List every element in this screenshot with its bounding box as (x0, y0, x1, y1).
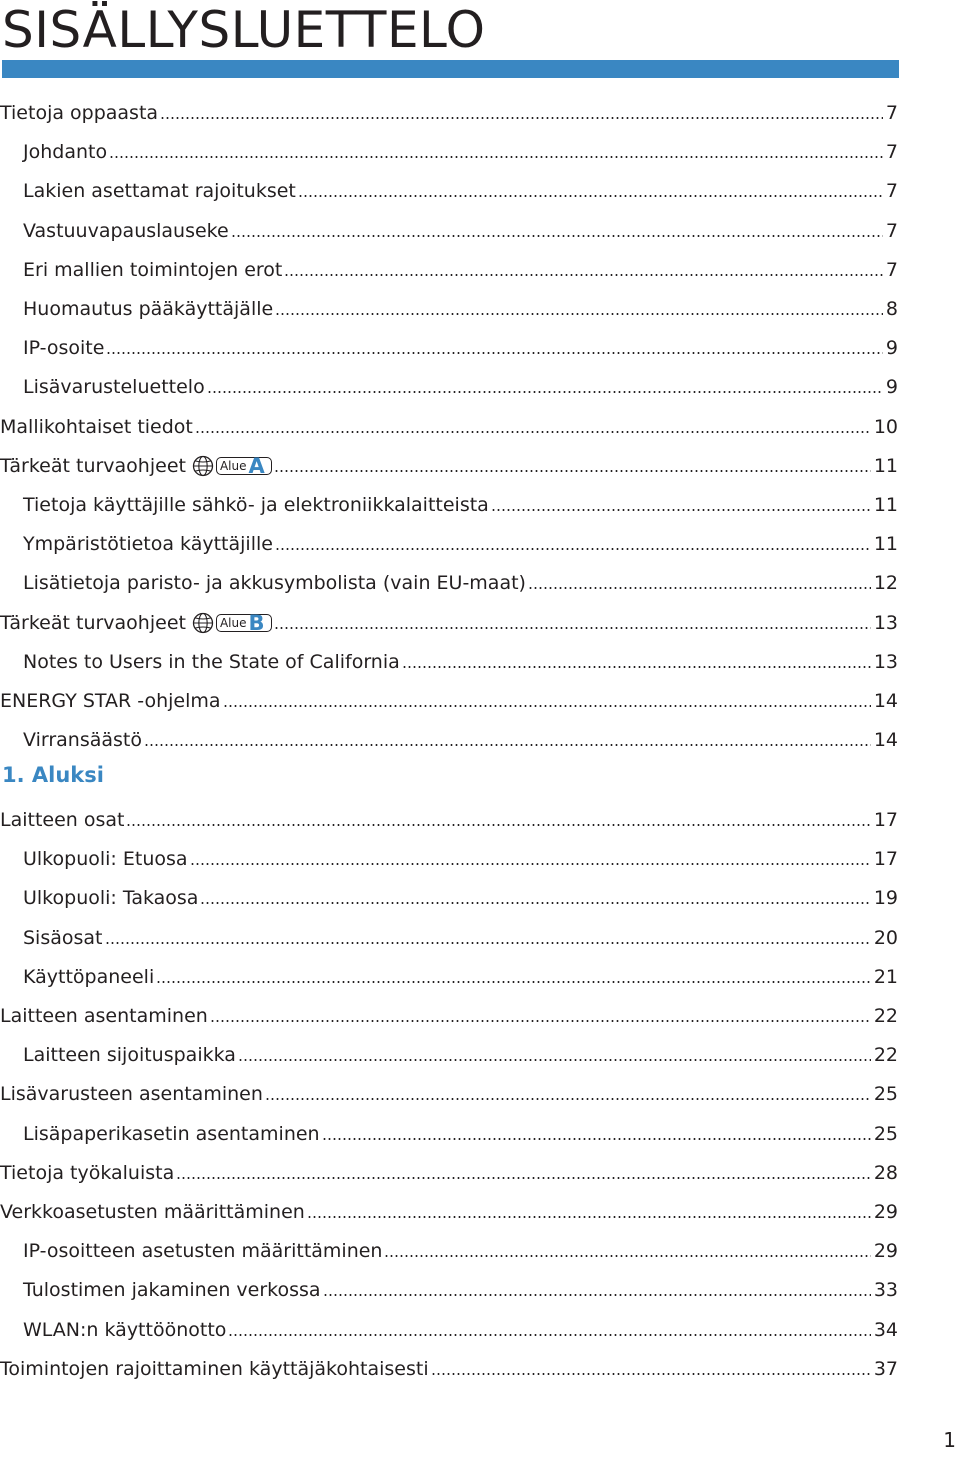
chapter-heading[interactable]: 1. Aluksi (2, 763, 104, 787)
toc-page-number: 29 (873, 1239, 898, 1262)
toc-page-number: 12 (873, 571, 898, 594)
toc-entry[interactable] (23, 1310, 898, 1349)
toc-entry-title: Tärkeät turvaohjeet (0, 611, 186, 634)
dot-leader (223, 705, 871, 707)
dot-leader (210, 1020, 871, 1022)
toc-entry[interactable] (23, 367, 898, 406)
toc-entry-title: Sisäosat (23, 926, 103, 949)
dot-leader (322, 1138, 871, 1140)
toc-entry-title: Laitteen asentaminen (0, 1004, 208, 1027)
dot-leader (323, 1294, 871, 1296)
toc-entry-title: Tärkeät turvaohjeet (0, 454, 186, 477)
dot-leader (144, 744, 871, 746)
title-underline-bar (2, 60, 899, 78)
toc-page-number: 34 (873, 1318, 898, 1341)
dot-leader (195, 431, 871, 433)
toc-entry-title: Tulostimen jakaminen verkossa (23, 1278, 321, 1301)
toc-page-number: 28 (873, 1161, 898, 1184)
toc-entry[interactable] (0, 603, 898, 642)
page-title: SISÄLLYSLUETTELO (2, 1, 486, 59)
dot-leader (200, 902, 870, 904)
toc-entry-title: Mallikohtaiset tiedot (0, 415, 193, 438)
toc-entry-title: Laitteen sijoituspaikka (23, 1043, 236, 1066)
dot-leader (265, 1098, 871, 1100)
dot-leader (106, 352, 882, 354)
toc-page-number: 22 (873, 1004, 898, 1027)
toc-entry-title: Lisävarusteen asentaminen (0, 1082, 263, 1105)
dot-leader (284, 274, 883, 276)
page-number: 1 (943, 1428, 956, 1452)
toc-entry-title: IP-osoitteen asetusten määrittäminen (23, 1239, 383, 1262)
dot-leader (160, 117, 883, 119)
toc-entry[interactable] (23, 878, 898, 917)
toc-entry[interactable] (0, 407, 898, 446)
toc-page-number: 33 (873, 1278, 898, 1301)
toc-page-number: 20 (873, 926, 898, 949)
toc-page-number: 29 (873, 1200, 898, 1223)
toc-entry-title: Lakien asettamat rajoitukset (23, 179, 296, 202)
toc-entry-title: Virransäästö (23, 728, 142, 751)
toc-entry-title: Ulkopuoli: Takaosa (23, 886, 199, 909)
toc-entry[interactable] (23, 1270, 898, 1309)
region-badge (192, 612, 272, 634)
dot-leader (176, 1177, 871, 1179)
toc-entry-title: Huomautus pääkäyttäjälle (23, 297, 274, 320)
toc-entry-title: Notes to Users in the State of California (23, 650, 400, 673)
dot-leader (190, 863, 871, 865)
region-badge (192, 455, 272, 477)
toc-entry-title: Johdanto (23, 140, 108, 163)
dot-leader (298, 195, 883, 197)
dot-leader (275, 548, 871, 550)
dot-leader (384, 1255, 870, 1257)
dot-leader (207, 391, 883, 393)
toc-entry[interactable] (23, 720, 898, 759)
toc-entry-title: Tietoja oppaasta (0, 101, 159, 124)
toc-entry[interactable] (0, 1074, 898, 1113)
toc-page-number: 25 (873, 1082, 898, 1105)
toc-entry[interactable] (0, 800, 898, 839)
globe-icon (192, 455, 214, 477)
toc-entry[interactable] (23, 1231, 898, 1270)
toc-entry-title: IP-osoite (23, 336, 105, 359)
dot-leader (105, 942, 871, 944)
dot-leader (228, 1334, 870, 1336)
toc-page-number: 22 (873, 1043, 898, 1066)
dot-leader (231, 235, 883, 237)
toc-page-number: 13 (873, 650, 898, 673)
toc-entry-title: Lisävarusteluettelo (23, 375, 205, 398)
toc-entry[interactable] (0, 1192, 898, 1231)
toc-entry-title: Toimintojen rajoittaminen käyttäjäkohtaisesti (0, 1357, 429, 1380)
toc-entry-title: Ulkopuoli: Etuosa (23, 847, 188, 870)
dot-leader (491, 509, 871, 511)
dot-leader (274, 627, 871, 629)
toc-page-number: 14 (873, 728, 898, 751)
toc-entry[interactable] (23, 289, 898, 328)
dot-leader (528, 587, 871, 589)
toc-entry-title: Tietoja työkaluista (0, 1161, 175, 1184)
toc-entry[interactable] (0, 93, 898, 132)
toc-entry[interactable] (23, 1035, 898, 1074)
toc-page-number: 7 (885, 179, 898, 202)
toc-page-number: 7 (885, 219, 898, 242)
toc-page-number: 8 (885, 297, 898, 320)
toc-entry[interactable] (23, 485, 898, 524)
toc-entry-title: Tietoja käyttäjille sähkö- ja elektroniikkalaitteista (23, 493, 489, 516)
toc-entry-title: Eri mallien toimintojen erot (23, 258, 283, 281)
toc-entry-title: Lisäpaperikasetin asentaminen (23, 1122, 320, 1145)
dot-leader (156, 981, 871, 983)
toc-page-number: 9 (885, 336, 898, 359)
toc-entry[interactable] (0, 996, 898, 1035)
toc-entry[interactable] (23, 918, 898, 957)
toc-entry[interactable] (0, 1153, 898, 1192)
globe-icon (192, 612, 214, 634)
toc-entry[interactable] (23, 1114, 898, 1153)
toc-page-number: 21 (873, 965, 898, 988)
toc-entry[interactable] (23, 328, 898, 367)
dot-leader (275, 313, 883, 315)
toc-entry-title: Laitteen osat (0, 808, 125, 831)
toc-page-number: 13 (873, 611, 898, 634)
toc-entry[interactable] (23, 211, 898, 250)
region-label: Alue A (216, 457, 272, 475)
toc-page-number: 17 (873, 847, 898, 870)
toc-page-number: 11 (873, 454, 898, 477)
toc-page-number: 19 (873, 886, 898, 909)
toc-page-number: 9 (885, 375, 898, 398)
toc-entry-title: WLAN:n käyttöönotto (23, 1318, 227, 1341)
dot-leader (274, 470, 871, 472)
toc-page-number: 7 (885, 101, 898, 124)
toc-entry[interactable] (23, 250, 898, 289)
region-letter: B (248, 610, 265, 635)
toc-entry[interactable] (23, 524, 898, 563)
dot-leader (402, 666, 871, 668)
toc-entry-title: Lisätietoja paristo- ja akkusymbolista (vain EU-maat) (23, 571, 526, 594)
toc-entry[interactable] (23, 957, 898, 996)
toc-entry[interactable] (23, 132, 898, 171)
dot-leader (238, 1059, 871, 1061)
dot-leader (307, 1216, 871, 1218)
toc-entry[interactable] (0, 681, 898, 720)
dot-leader (126, 824, 870, 826)
toc-entry[interactable] (23, 563, 898, 602)
region-label: Alue B (216, 614, 272, 632)
toc-entry[interactable] (23, 839, 898, 878)
toc-page-number: 14 (873, 689, 898, 712)
toc-entry-title: Vastuuvapauslauseke (23, 219, 229, 242)
toc-page-number: 17 (873, 808, 898, 831)
dot-leader (431, 1373, 871, 1375)
toc-page-number: 25 (873, 1122, 898, 1145)
toc-entry-title: Ympäristötietoa käyttäjille (23, 532, 273, 555)
toc-entry[interactable] (23, 171, 898, 210)
toc-entry[interactable] (0, 1349, 898, 1388)
toc-page-number: 10 (873, 415, 898, 438)
toc-page-number: 7 (885, 140, 898, 163)
toc-page-number: 11 (873, 493, 898, 516)
toc-page-number: 7 (885, 258, 898, 281)
toc-entry[interactable] (23, 642, 898, 681)
toc-page-number: 37 (873, 1357, 898, 1380)
toc-entry-title: Verkkoasetusten määrittäminen (0, 1200, 305, 1223)
toc-page-number: 11 (873, 532, 898, 555)
toc-entry-title: ENERGY STAR -ohjelma (0, 689, 221, 712)
region-letter: A (248, 453, 265, 478)
toc-entry[interactable] (0, 446, 898, 485)
dot-leader (109, 156, 883, 158)
toc-entry-title: Käyttöpaneeli (23, 965, 155, 988)
